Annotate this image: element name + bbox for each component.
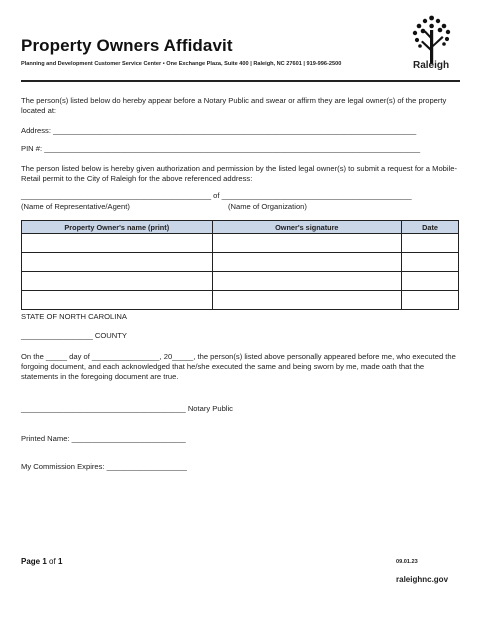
date-cell[interactable]	[402, 291, 459, 310]
table-row	[22, 272, 459, 291]
website-link[interactable]: raleighnc.gov	[396, 575, 449, 584]
owner-name-cell[interactable]	[22, 291, 213, 310]
owners-table	[21, 220, 459, 310]
date-cell[interactable]	[402, 253, 459, 272]
organization-label: (Name of Organization)	[228, 202, 307, 211]
col-header-signature: Owner's signature	[212, 221, 402, 234]
owner-name-cell[interactable]	[22, 253, 213, 272]
page-total: 1	[57, 557, 63, 566]
col-header-date: Date	[402, 221, 459, 234]
page-current: 1	[42, 557, 47, 566]
page-number	[21, 557, 62, 566]
logo-text: Raleigh	[413, 60, 450, 71]
page-title: Property Owners Affidavit	[21, 36, 233, 55]
representative-label: (Name of Representative/Agent)	[21, 202, 130, 211]
page-of: of	[49, 557, 56, 566]
pin-field[interactable]: PIN #: _________________________________________________________________________________________	[21, 144, 421, 153]
address-field[interactable]: Address: ______________________________________________________________________________________	[21, 126, 417, 135]
table-row	[22, 234, 459, 253]
representative-field[interactable]: _____________________________________________ of _____________________________________________	[21, 191, 412, 200]
page-prefix: Page	[21, 557, 41, 566]
owner-name-cell[interactable]	[22, 272, 213, 291]
signature-cell[interactable]	[212, 291, 402, 310]
commission-expires-field[interactable]: My Commission Expires: ___________________	[21, 462, 187, 471]
date-cell[interactable]	[402, 234, 459, 253]
printed-name-field[interactable]: Printed Name: ___________________________	[21, 434, 186, 443]
table-header-row	[22, 221, 459, 234]
notary-paragraph: On the _____ day of ________________, 20_____, the person(s) listed above personally appeared before me, who executed the forgoing document, and each acknowledged that he/she executed the same and being sworn by me, made oath that the statements in the foregoing document are true.	[21, 352, 456, 381]
col-header-owner-name: Property Owner's name (print)	[22, 221, 213, 234]
header-rule	[21, 80, 460, 82]
date-cell[interactable]	[402, 272, 459, 291]
notary-signature-field[interactable]: _______________________________________ Notary Public	[21, 404, 233, 413]
revision-date: 09.01.23	[396, 559, 418, 565]
authorization-paragraph: The person listed below is hereby given authorization and permission by the listed legal owner(s) to submit a request for a Mobile-Retail permit to the City of Raleigh for the above referenced address:	[21, 164, 458, 183]
state-label: STATE OF NORTH CAROLINA	[21, 312, 127, 321]
intro-paragraph: The person(s) listed below do hereby appear before a Notary Public and swear or affirm they are legal owner(s) of the property located at:	[21, 96, 447, 115]
contact-subline: Planning and Development Customer Service Center • One Exchange Plaza, Suite 400 | Raleigh, NC 27601 | 919-996-2500	[21, 61, 342, 67]
signature-cell[interactable]	[212, 253, 402, 272]
table-row	[22, 291, 459, 310]
county-field[interactable]: _________________ COUNTY	[21, 331, 127, 340]
signature-cell[interactable]	[212, 272, 402, 291]
table-row	[22, 253, 459, 272]
signature-cell[interactable]	[212, 234, 402, 253]
owner-name-cell[interactable]	[22, 234, 213, 253]
